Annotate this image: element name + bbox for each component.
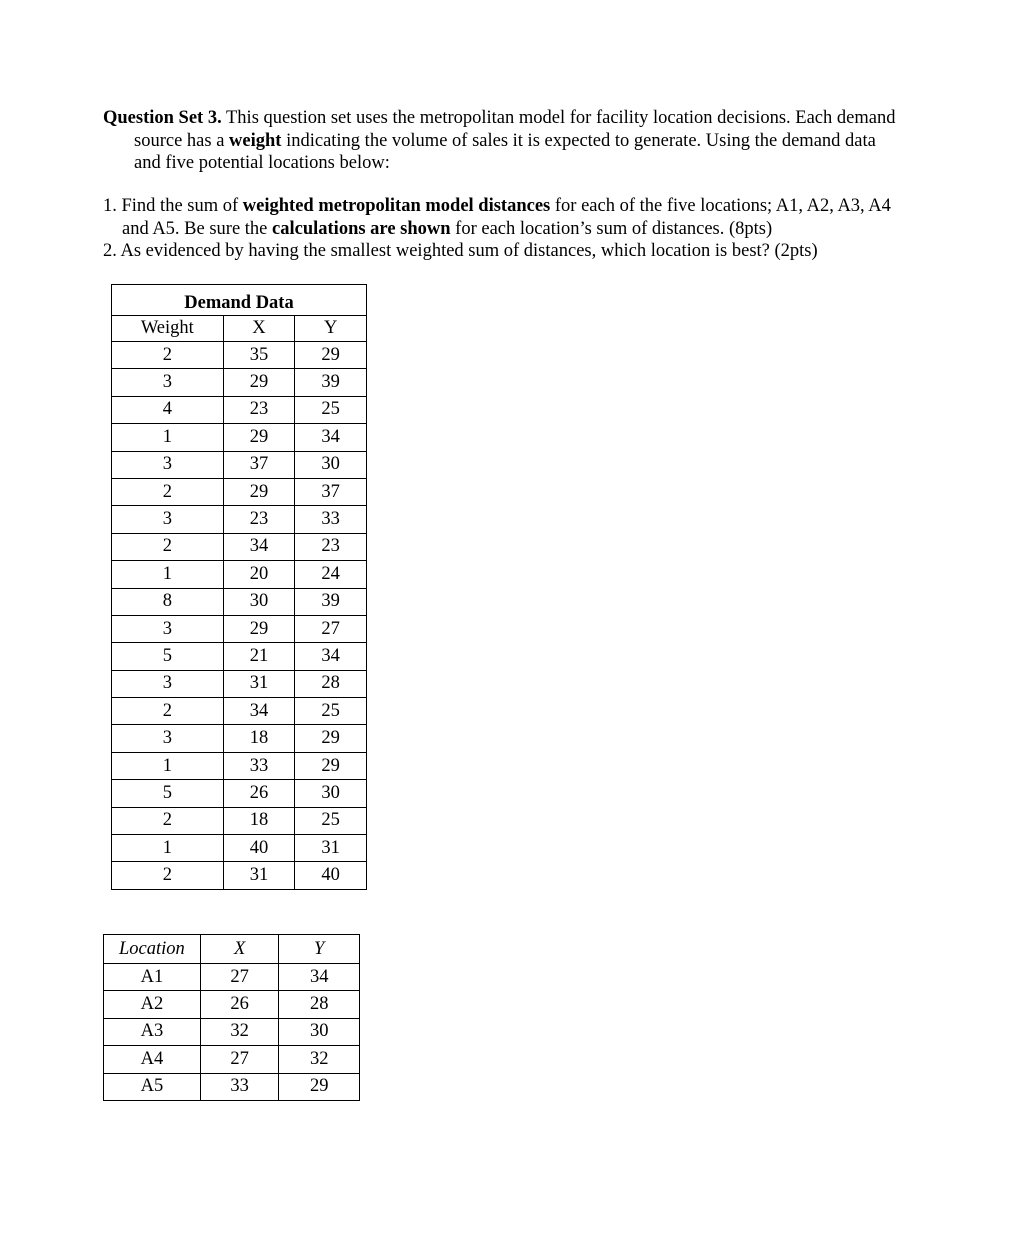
location-row-cell: 27 [200, 1046, 279, 1073]
demand-row-cell: 2 [112, 342, 224, 369]
demand-row-cell: 4 [112, 396, 224, 423]
location-row-cell: 34 [279, 964, 360, 991]
demand-row-cell: 1 [112, 561, 224, 588]
location-row-cell: 26 [200, 991, 279, 1018]
demand-row [112, 396, 367, 423]
demand-row-cell: 3 [112, 725, 224, 752]
demand-row-cell: 21 [223, 643, 295, 670]
demand-row-cell: 25 [295, 698, 367, 725]
demand-row [112, 807, 367, 834]
demand-row-cell: 33 [223, 752, 295, 779]
demand-row-cell: 29 [223, 615, 295, 642]
demand-row [112, 424, 367, 451]
demand-row-cell: 29 [295, 725, 367, 752]
demand-row-cell: 25 [295, 807, 367, 834]
header-weight: Weight [112, 316, 224, 342]
demand-row-cell: 5 [112, 643, 224, 670]
demand-row [112, 478, 367, 505]
demand-row-cell: 23 [295, 533, 367, 560]
question-1-line-1: 1. Find the sum of weighted metropolitan model distances for each of the five locations; A1, A2, A3, A4 [103, 196, 891, 216]
demand-row-cell: 2 [112, 533, 224, 560]
demand-row [112, 780, 367, 807]
location-row-cell: 32 [200, 1018, 279, 1045]
demand-row-cell: 23 [223, 506, 295, 533]
demand-row-cell: 29 [223, 478, 295, 505]
intro-line-1: Question Set 3. This question set uses the metropolitan model for facility location decisions. Each demand [103, 108, 896, 128]
demand-row-cell: 35 [223, 342, 295, 369]
demand-row [112, 835, 367, 862]
demand-row-cell: 39 [295, 369, 367, 396]
demand-row-cell: 23 [223, 396, 295, 423]
demand-row [112, 451, 367, 478]
location-row [104, 1046, 360, 1073]
location-row-cell: 27 [200, 964, 279, 991]
demand-data-table [111, 284, 367, 890]
question-1-line-2: and A5. Be sure the calculations are shown for each location’s sum of distances. (8pts) [122, 218, 773, 239]
demand-row-cell: 3 [112, 615, 224, 642]
demand-row-cell: 29 [223, 369, 295, 396]
demand-row [112, 588, 367, 615]
demand-row-cell: 3 [112, 506, 224, 533]
demand-row-cell: 37 [295, 478, 367, 505]
demand-row-cell: 33 [295, 506, 367, 533]
demand-row [112, 342, 367, 369]
demand-row [112, 725, 367, 752]
demand-row-cell: 31 [223, 862, 295, 889]
demand-row-cell: 5 [112, 780, 224, 807]
demand-row [112, 369, 367, 396]
demand-row-cell: 34 [295, 643, 367, 670]
location-row-cell: 30 [279, 1018, 360, 1045]
demand-table-title: Demand Data [112, 285, 367, 316]
demand-row-cell: 2 [112, 862, 224, 889]
demand-row-cell: 39 [295, 588, 367, 615]
demand-row [112, 561, 367, 588]
demand-row-cell: 18 [223, 725, 295, 752]
intro-line-3: and five potential locations below: [134, 153, 390, 173]
header-y: Y [295, 316, 367, 342]
demand-row-cell: 30 [295, 780, 367, 807]
demand-row-cell: 27 [295, 615, 367, 642]
demand-row [112, 752, 367, 779]
demand-row [112, 533, 367, 560]
demand-row-cell: 34 [223, 533, 295, 560]
demand-row-cell: 30 [295, 451, 367, 478]
location-row-cell: 32 [279, 1046, 360, 1073]
demand-row-cell: 31 [295, 835, 367, 862]
demand-row-cell: 3 [112, 670, 224, 697]
location-row [104, 1018, 360, 1045]
demand-row-cell: 8 [112, 588, 224, 615]
location-row-cell: 29 [279, 1073, 360, 1100]
demand-row-cell: 28 [295, 670, 367, 697]
demand-row-cell: 34 [223, 698, 295, 725]
location-row [104, 964, 360, 991]
demand-row-cell: 31 [223, 670, 295, 697]
demand-row-cell: 29 [223, 424, 295, 451]
header-x: X [223, 316, 295, 342]
demand-row-cell: 2 [112, 478, 224, 505]
location-row-cell: A4 [104, 1046, 201, 1073]
demand-row [112, 670, 367, 697]
demand-row-cell: 29 [295, 752, 367, 779]
demand-row-cell: 18 [223, 807, 295, 834]
header-location-x: X [200, 935, 279, 964]
demand-row-cell: 40 [223, 835, 295, 862]
demand-row [112, 643, 367, 670]
location-row-cell: A5 [104, 1073, 201, 1100]
demand-row [112, 615, 367, 642]
demand-row-cell: 25 [295, 396, 367, 423]
header-location: Location [104, 935, 201, 964]
demand-row-cell: 29 [295, 342, 367, 369]
demand-row-cell: 26 [223, 780, 295, 807]
demand-row-cell: 3 [112, 451, 224, 478]
intro-line-2: source has a weight indicating the volume of sales it is expected to generate. Using the demand data [134, 130, 876, 151]
demand-row [112, 698, 367, 725]
question-2: 2. As evidenced by having the smallest weighted sum of distances, which location is best? (2pts) [103, 241, 818, 261]
demand-row-cell: 1 [112, 752, 224, 779]
demand-row-cell: 2 [112, 698, 224, 725]
demand-row [112, 862, 367, 889]
demand-table-header-row [112, 316, 367, 342]
demand-row-cell: 37 [223, 451, 295, 478]
location-table-header-row [104, 935, 360, 964]
demand-row-cell: 2 [112, 807, 224, 834]
location-table [103, 934, 360, 1101]
header-location-y: Y [279, 935, 360, 964]
demand-row-cell: 30 [223, 588, 295, 615]
location-row [104, 991, 360, 1018]
question-set-label: Question Set 3. [103, 108, 222, 128]
location-row-cell: A1 [104, 964, 201, 991]
demand-row-cell: 20 [223, 561, 295, 588]
demand-row-cell: 34 [295, 424, 367, 451]
location-row-cell: 28 [279, 991, 360, 1018]
location-row [104, 1073, 360, 1100]
location-row-cell: A2 [104, 991, 201, 1018]
location-row-cell: A3 [104, 1018, 201, 1045]
demand-row-cell: 40 [295, 862, 367, 889]
demand-row-cell: 1 [112, 424, 224, 451]
demand-row-cell: 3 [112, 369, 224, 396]
demand-row-cell: 1 [112, 835, 224, 862]
demand-row-cell: 24 [295, 561, 367, 588]
intro-paragraph [103, 107, 933, 175]
demand-row [112, 506, 367, 533]
questions-list [103, 195, 933, 263]
location-row-cell: 33 [200, 1073, 279, 1100]
